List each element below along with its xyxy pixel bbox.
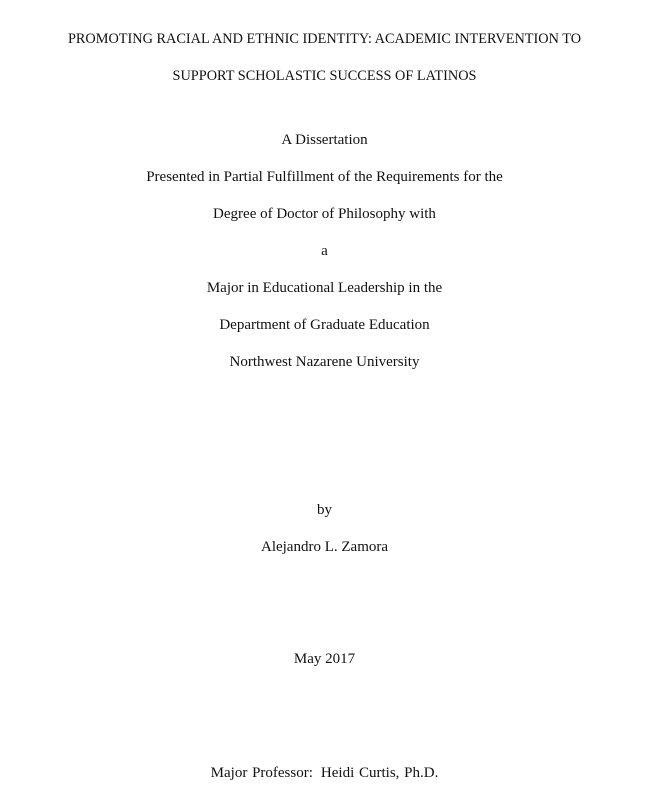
title-line-1: PROMOTING RACIAL AND ETHNIC IDENTITY: ACADEMIC INTERVENTION TO: [67, 31, 582, 47]
description-line-2: Presented in Partial Fulfillment of the Requirements for the: [146, 169, 503, 185]
author-by: by: [317, 502, 332, 518]
major-professor-label: Major Professor:: [210, 765, 313, 781]
description-line-7: Northwest Nazarene University: [229, 354, 420, 370]
title-line-2: SUPPORT SCHOLASTIC SUCCESS OF LATINOS: [172, 68, 477, 84]
description-line-1: A Dissertation: [281, 132, 368, 148]
description-line-3: Degree of Doctor of Philosophy with: [213, 206, 436, 222]
description-line-6: Department of Graduate Education: [219, 317, 430, 333]
description-line-4: a: [321, 243, 328, 259]
description-line-5: Major in Educational Leadership in the: [206, 280, 443, 296]
major-professor-name: Heidi Curtis, Ph.D.: [320, 765, 439, 781]
author-name: Alejandro L. Zamora: [260, 539, 389, 555]
submission-date: May 2017: [293, 651, 356, 667]
major-professor: [0, 764, 649, 782]
